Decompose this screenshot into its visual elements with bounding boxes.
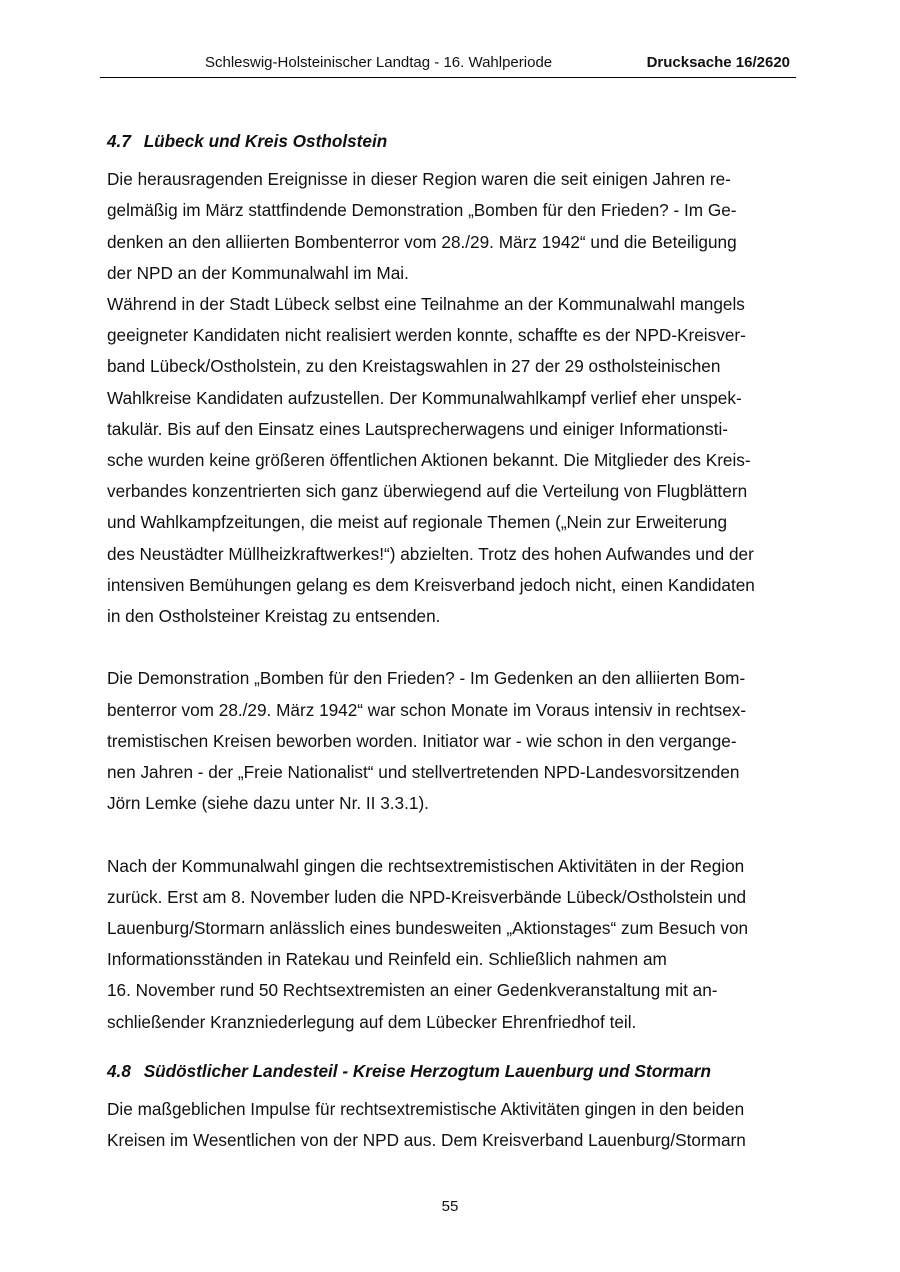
text-line: Die Demonstration „Bomben für den Frieden? - Im Gedenken an den alliierten Bom- (107, 668, 746, 689)
text-line: verbandes konzentrierten sich ganz überwiegend auf die Verteilung von Flugblättern (107, 481, 748, 502)
paragraph (107, 289, 797, 632)
text-line: und Wahlkampfzeitungen, die meist auf regionale Themen („Nein zur Erweiterung (107, 512, 728, 533)
text-line: band Lübeck/Ostholstein, zu den Kreistagswahlen in 27 der 29 ostholsteinischen (107, 356, 721, 377)
text-line: nen Jahren - der „Freie Nationalist“ und stellvertretenden NPD-Landesvorsitzenden (107, 762, 740, 783)
text-line: sche wurden keine größeren öffentlichen Aktionen bekannt. Die Mitglieder des Kreis- (107, 450, 751, 471)
text-line: geeigneter Kandidaten nicht realisiert werden konnte, schaffte es der NPD-Kreisver- (107, 325, 746, 346)
header-divider (100, 77, 796, 78)
section-title: Südöstlicher Landesteil - Kreise Herzogtum Lauenburg und Stormarn (143, 1060, 711, 1081)
text-line: Die herausragenden Ereignisse in dieser Region waren die seit einigen Jahren re- (107, 169, 731, 190)
section-number: 4.8 (107, 1060, 131, 1081)
text-line: Informationsständen in Ratekau und Reinfeld ein. Schließlich nahmen am (107, 949, 667, 970)
paragraph (107, 1094, 797, 1156)
paragraph (107, 851, 797, 1038)
text-line: Wahlkreise Kandidaten aufzustellen. Der Kommunalwahlkampf verlief eher unspek- (107, 387, 742, 408)
text-line: in den Ostholsteiner Kreistag zu entsenden. (107, 606, 441, 627)
text-line: der NPD an der Kommunalwahl im Mai. (107, 262, 409, 283)
section-heading-4-7 (107, 126, 797, 157)
text-line: schließender Kranzniederlegung auf dem Lübecker Ehrenfriedhof teil. (107, 1011, 637, 1032)
text-line: takulär. Bis auf den Einsatz eines Lautsprecherwagens und einiger Informationsti- (107, 418, 729, 439)
page-number: 55 (441, 1198, 459, 1215)
text-line: Während in der Stadt Lübeck selbst eine Teilnahme an der Kommunalwahl mangels (107, 294, 745, 315)
section-heading-4-8 (107, 1056, 797, 1087)
text-line: 16. November rund 50 Rechtsextremisten an einer Gedenkveranstaltung mit an- (107, 980, 718, 1001)
section-number: 4.7 (107, 131, 131, 151)
section-title: Lübeck und Kreis Ostholstein (143, 131, 388, 151)
page-header (100, 52, 796, 76)
text-line: Die maßgeblichen Impulse für rechtsextremistische Aktivitäten gingen in den beiden (107, 1099, 745, 1120)
paragraph (107, 164, 797, 289)
page-body (107, 126, 797, 1156)
text-line: Jörn Lemke (siehe dazu unter Nr. II 3.3.1). (107, 793, 429, 814)
text-line: zurück. Erst am 8. November luden die NPD-Kreisverbände Lübeck/Ostholstein und (107, 886, 747, 907)
text-line: Kreisen im Wesentlichen von der NPD aus. Dem Kreisverband Lauenburg/Stormarn (107, 1130, 746, 1151)
text-line: benterror vom 28./29. März 1942“ war schon Monate im Voraus intensiv in rechtsex- (107, 699, 747, 720)
text-line: intensiven Bemühungen gelang es dem Kreisverband jedoch nicht, einen Kandidaten (107, 574, 755, 595)
text-line: tremistischen Kreisen beworben worden. Initiator war - wie schon in den vergange- (107, 730, 737, 751)
text-line: Lauenburg/Stormarn anlässlich eines bundesweiten „Aktionstages“ zum Besuch von (107, 918, 749, 939)
text-line: des Neustädter Müllheizkraftwerkes!“) abzielten. Trotz des hohen Aufwandes und der (107, 543, 754, 564)
text-line: Nach der Kommunalwahl gingen die rechtsextremistischen Aktivitäten in der Region (107, 855, 745, 876)
header-doc-number: Drucksache 16/2620 (646, 54, 790, 71)
paragraph-gap (107, 819, 797, 850)
text-line: gelmäßig im März stattfindende Demonstration „Bomben für den Frieden? - Im Ge- (107, 200, 737, 221)
text-line: denken an den alliierten Bombenterror vom 28./29. März 1942“ und die Beteiligung (107, 231, 737, 252)
paragraph-gap (107, 632, 797, 663)
header-title: Schleswig-Holsteinischer Landtag - 16. Wahlperiode (205, 54, 553, 71)
paragraph (107, 663, 797, 819)
